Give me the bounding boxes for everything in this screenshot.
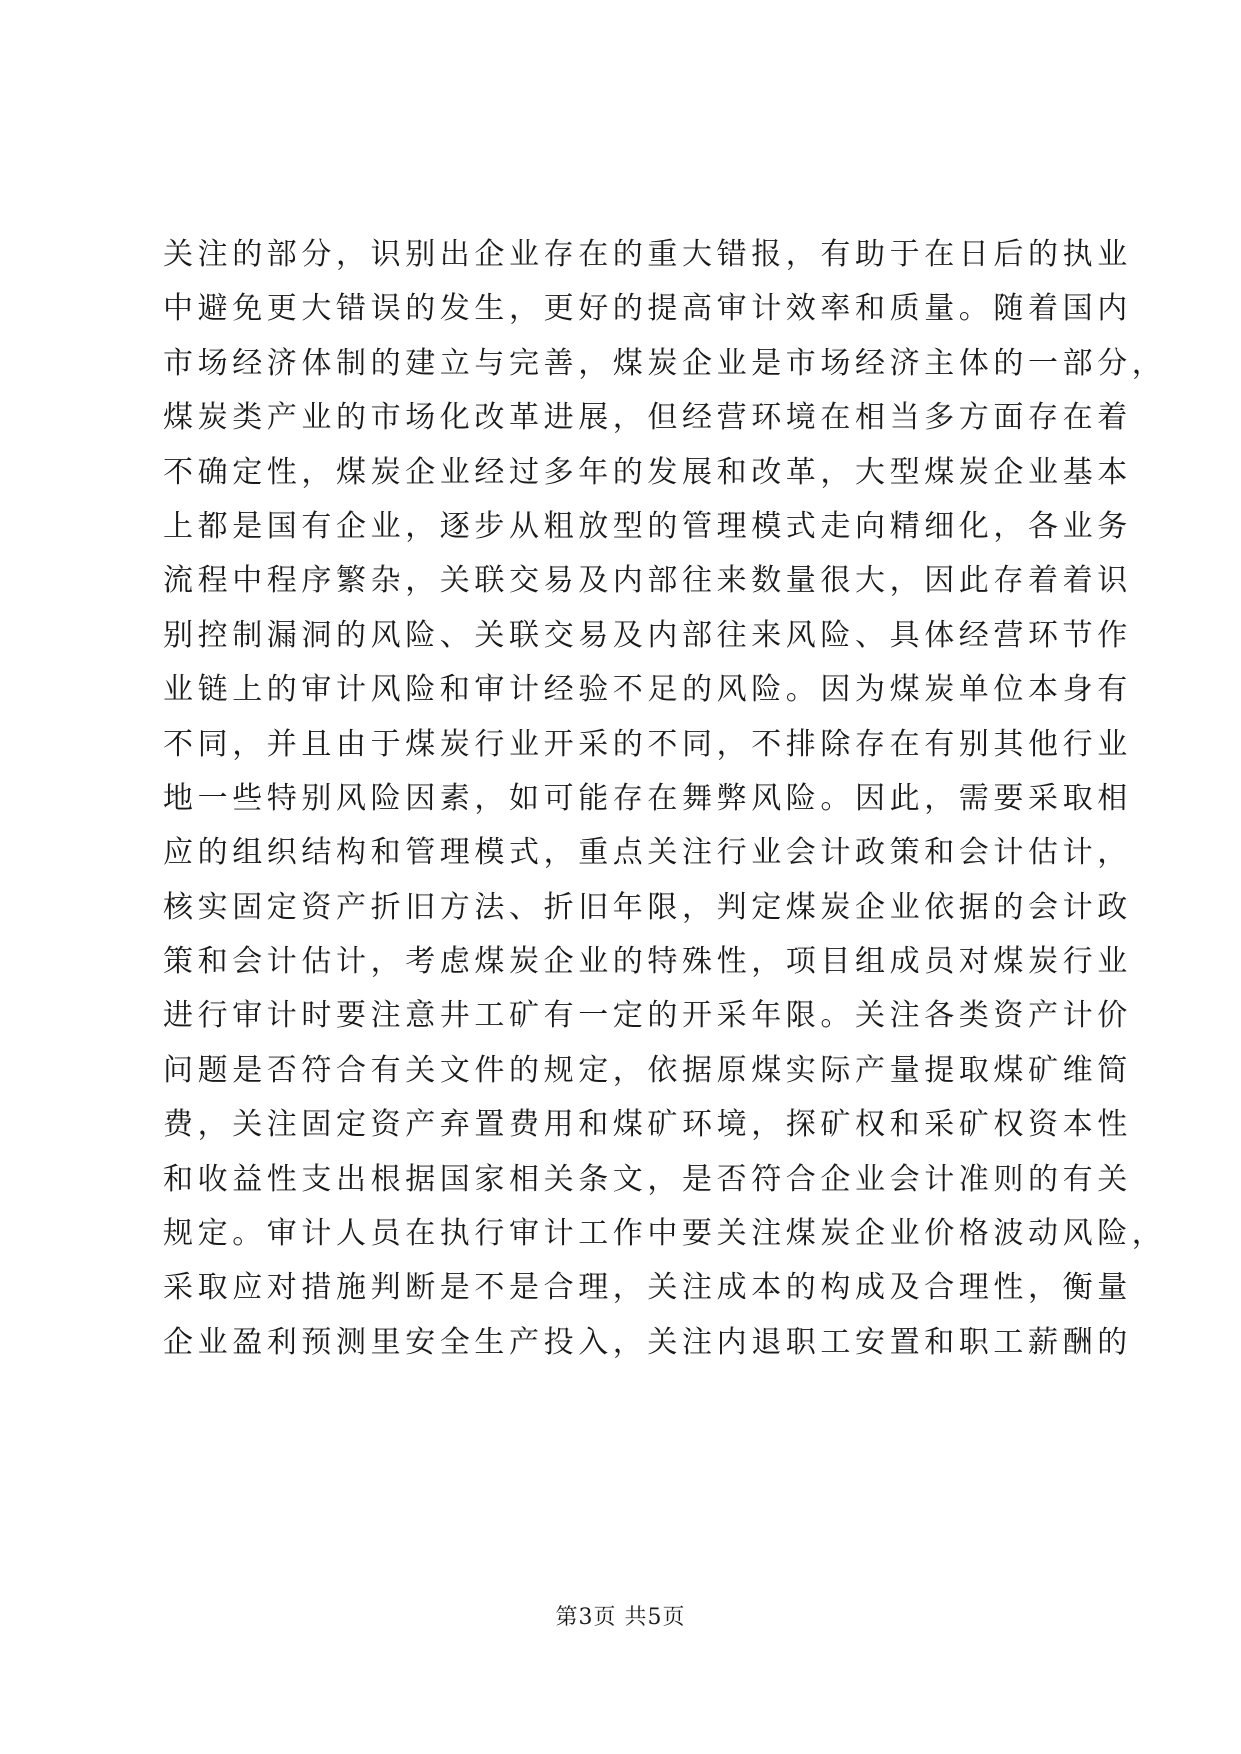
- text-line: 不同，并且由于煤炭行业开采的不同，不排除存在有别其他行业: [163, 726, 1132, 762]
- body-text: [163, 228, 1167, 1370]
- text-line: 中避免更大错误的发生，更好的提高审计效率和质量。随着国内: [163, 291, 1132, 327]
- text-line: 地一些特别风险因素，如可能存在舞弊风险。因此，需要采取相: [163, 780, 1132, 816]
- text-line: 业链上的审计风险和审计经验不足的风险。因为煤炭单位本身有: [163, 672, 1132, 708]
- text-line: 别控制漏洞的风险、关联交易及内部往来风险、具体经营环节作: [163, 617, 1132, 653]
- text-line: 规定。审计人员在执行审计工作中要关注煤炭企业价格波动风险，: [163, 1216, 1167, 1252]
- text-line: 企业盈利预测里安全生产投入，关注内退职工安置和职工薪酬的: [163, 1324, 1132, 1360]
- text-line: 流程中程序繁杂，关联交易及内部往来数量很大，因此存着着识: [163, 563, 1132, 599]
- text-line: 应的组织结构和管理模式，重点关注行业会计政策和会计估计，: [163, 835, 1132, 871]
- text-line: 不确定性，煤炭企业经过多年的发展和改革，大型煤炭企业基本: [163, 454, 1132, 490]
- text-line: 市场经济体制的建立与完善，煤炭企业是市场经济主体的一部分，: [163, 345, 1167, 381]
- text-line: 问题是否符合有关文件的规定，依据原煤实际产量提取煤矿维简: [163, 1052, 1132, 1088]
- text-line: 煤炭类产业的市场化改革进展，但经营环境在相当多方面存在着: [163, 400, 1132, 436]
- text-line: 采取应对措施判断是不是合理，关注成本的构成及合理性，衡量: [163, 1270, 1132, 1306]
- text-line: 上都是国有企业，逐步从粗放型的管理模式走向精细化，各业务: [163, 508, 1132, 544]
- text-line: 策和会计估计，考虑煤炭企业的特殊性，项目组成员对煤炭行业: [163, 944, 1132, 980]
- text-line: 关注的部分，识别出企业存在的重大错报，有助于在日后的执业: [163, 237, 1132, 272]
- text-line: 和收益性支出根据国家相关条文，是否符合企业会计准则的有关: [163, 1161, 1132, 1197]
- text-line: 费，关注固定资产弃置费用和煤矿环境，探矿权和采矿权资本性: [163, 1107, 1132, 1143]
- page-number-footer: 第3页 共5页: [555, 1605, 686, 1630]
- text-line: 核实固定资产折旧方法、折旧年限，判定煤炭企业依据的会计政: [163, 889, 1132, 925]
- text-line: 进行审计时要注意井工矿有一定的开采年限。关注各类资产计价: [163, 998, 1132, 1034]
